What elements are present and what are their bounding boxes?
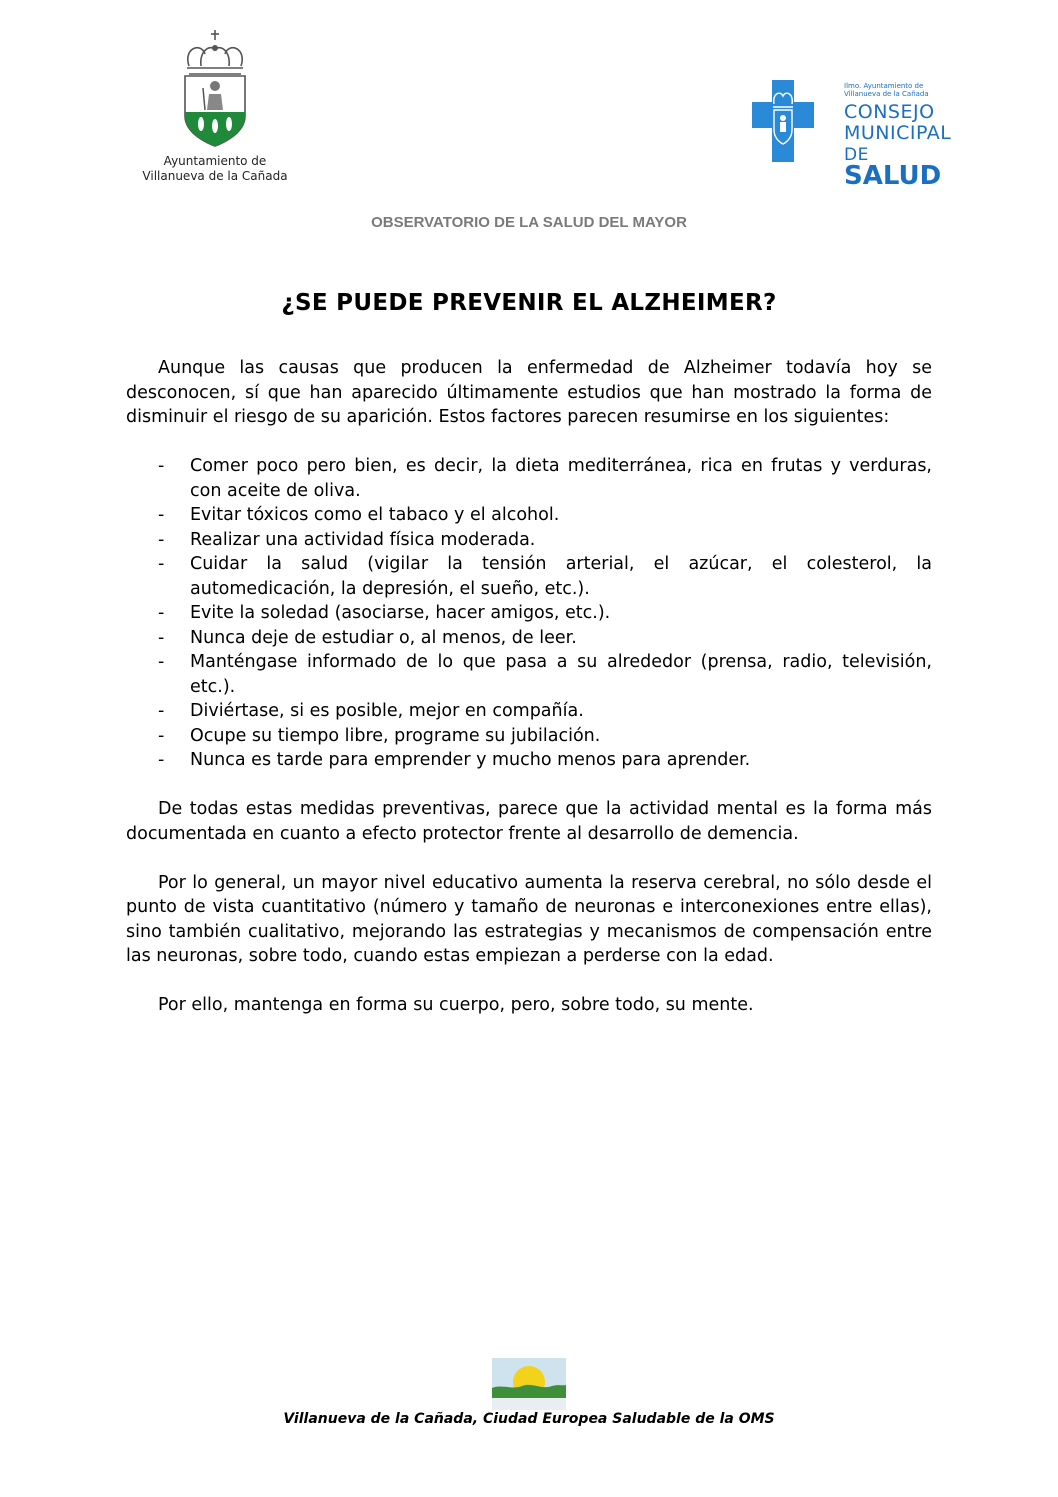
list-item: - Nunca es tarde para emprender y mucho menos para aprender. [126, 748, 932, 773]
prevention-list [126, 454, 932, 773]
crown-shield-icon [175, 28, 255, 148]
footer-text: Villanueva de la Cañada, Ciudad Europea Saludable de la OMS [283, 1411, 775, 1427]
consejo-line-1: CONSEJO [844, 101, 935, 123]
ayuntamiento-caption-1: Ayuntamiento de [163, 154, 267, 168]
list-dash: - [158, 505, 165, 525]
list-item: - Cuidar la salud (vigilar la tensión arterial, el azúcar, el colesterol, la automedicación, la depresión, el sueño, etc.). [158, 554, 932, 599]
paragraph-4: Por ello, mantenga en forma su cuerpo, pero, sobre todo, su mente. [158, 995, 754, 1015]
paragraph-3: Por lo general, un mayor nivel educativo aumenta la reserva cerebral, no sólo desde el punto de vista cuantitativo (número y tamaño de neuronas e interconexiones entre ellas), sino también cualitativo, mejorando las estrategias y mecanismos de compensación entre las neuronas, sobre todo, cuando estas empiezan a perderse con la edad. [126, 872, 932, 966]
observatorio-heading: OBSERVATORIO DE LA SALUD DEL MAYOR [371, 214, 687, 231]
list-dash: - [158, 652, 165, 672]
list-dash: - [158, 554, 165, 574]
document-body [126, 356, 932, 1018]
blue-cross-icon [752, 80, 814, 162]
list-item: - Evitar tóxicos como el tabaco y el alcohol. [126, 503, 932, 528]
list-dash: - [158, 603, 165, 623]
list-dash: - [158, 725, 165, 746]
list-item: - Comer poco pero bien, es decir, la dieta mediterránea, rica en frutas y verduras, con aceite de oliva. [158, 456, 932, 501]
consejo-salud: SALUD [844, 161, 942, 191]
list-dash: - [158, 529, 165, 550]
list-dash: - [158, 627, 165, 648]
intro-paragraph: Aunque las causas que producen la enfermedad de Alzheimer todavía hoy se desconocen, sí que han aparecido últimamente estudios que han mostrado la forma de disminuir el riesgo de su aparición. Estos factores parecen resumirse en los siguientes: [126, 358, 932, 427]
list-item: - Ocupe su tiempo libre, programe su jubilación. [126, 724, 932, 749]
consejo-small-2: Villanueva de la Cañada [844, 90, 929, 98]
paragraph-2: De todas estas medidas preventivas, parece que la actividad mental es la forma más documentada en cuanto a efecto protector frente al desarrollo de demencia. [126, 799, 932, 844]
list-dash: - [158, 456, 165, 476]
consejo-small-1: Ilmo. Ayuntamiento de [844, 82, 924, 90]
sun-landscape-icon [492, 1358, 566, 1410]
list-dash: - [158, 701, 165, 721]
ayuntamiento-logo [140, 28, 290, 193]
consejo-salud-logo [752, 80, 967, 191]
consejo-de: DE [844, 145, 869, 165]
list-item: - Nunca deje de estudiar o, al menos, de leer. [126, 626, 932, 651]
list-item: - Evite la soledad (asociarse, hacer amigos, etc.). [126, 601, 932, 626]
list-item: - Diviértase, si es posible, mejor en compañía. [126, 699, 932, 724]
list-item: - Manténgase informado de lo que pasa a su alrededor (prensa, radio, televisión, etc.). [158, 652, 932, 697]
list-item: - Realizar una actividad física moderada. [126, 528, 932, 553]
consejo-line-2: MUNICIPAL [844, 122, 952, 144]
list-dash: - [158, 750, 165, 770]
ayuntamiento-caption-2: Villanueva de la Cañada [142, 169, 288, 183]
page-title: ¿SE PUEDE PREVENIR EL ALZHEIMER? [281, 290, 777, 316]
